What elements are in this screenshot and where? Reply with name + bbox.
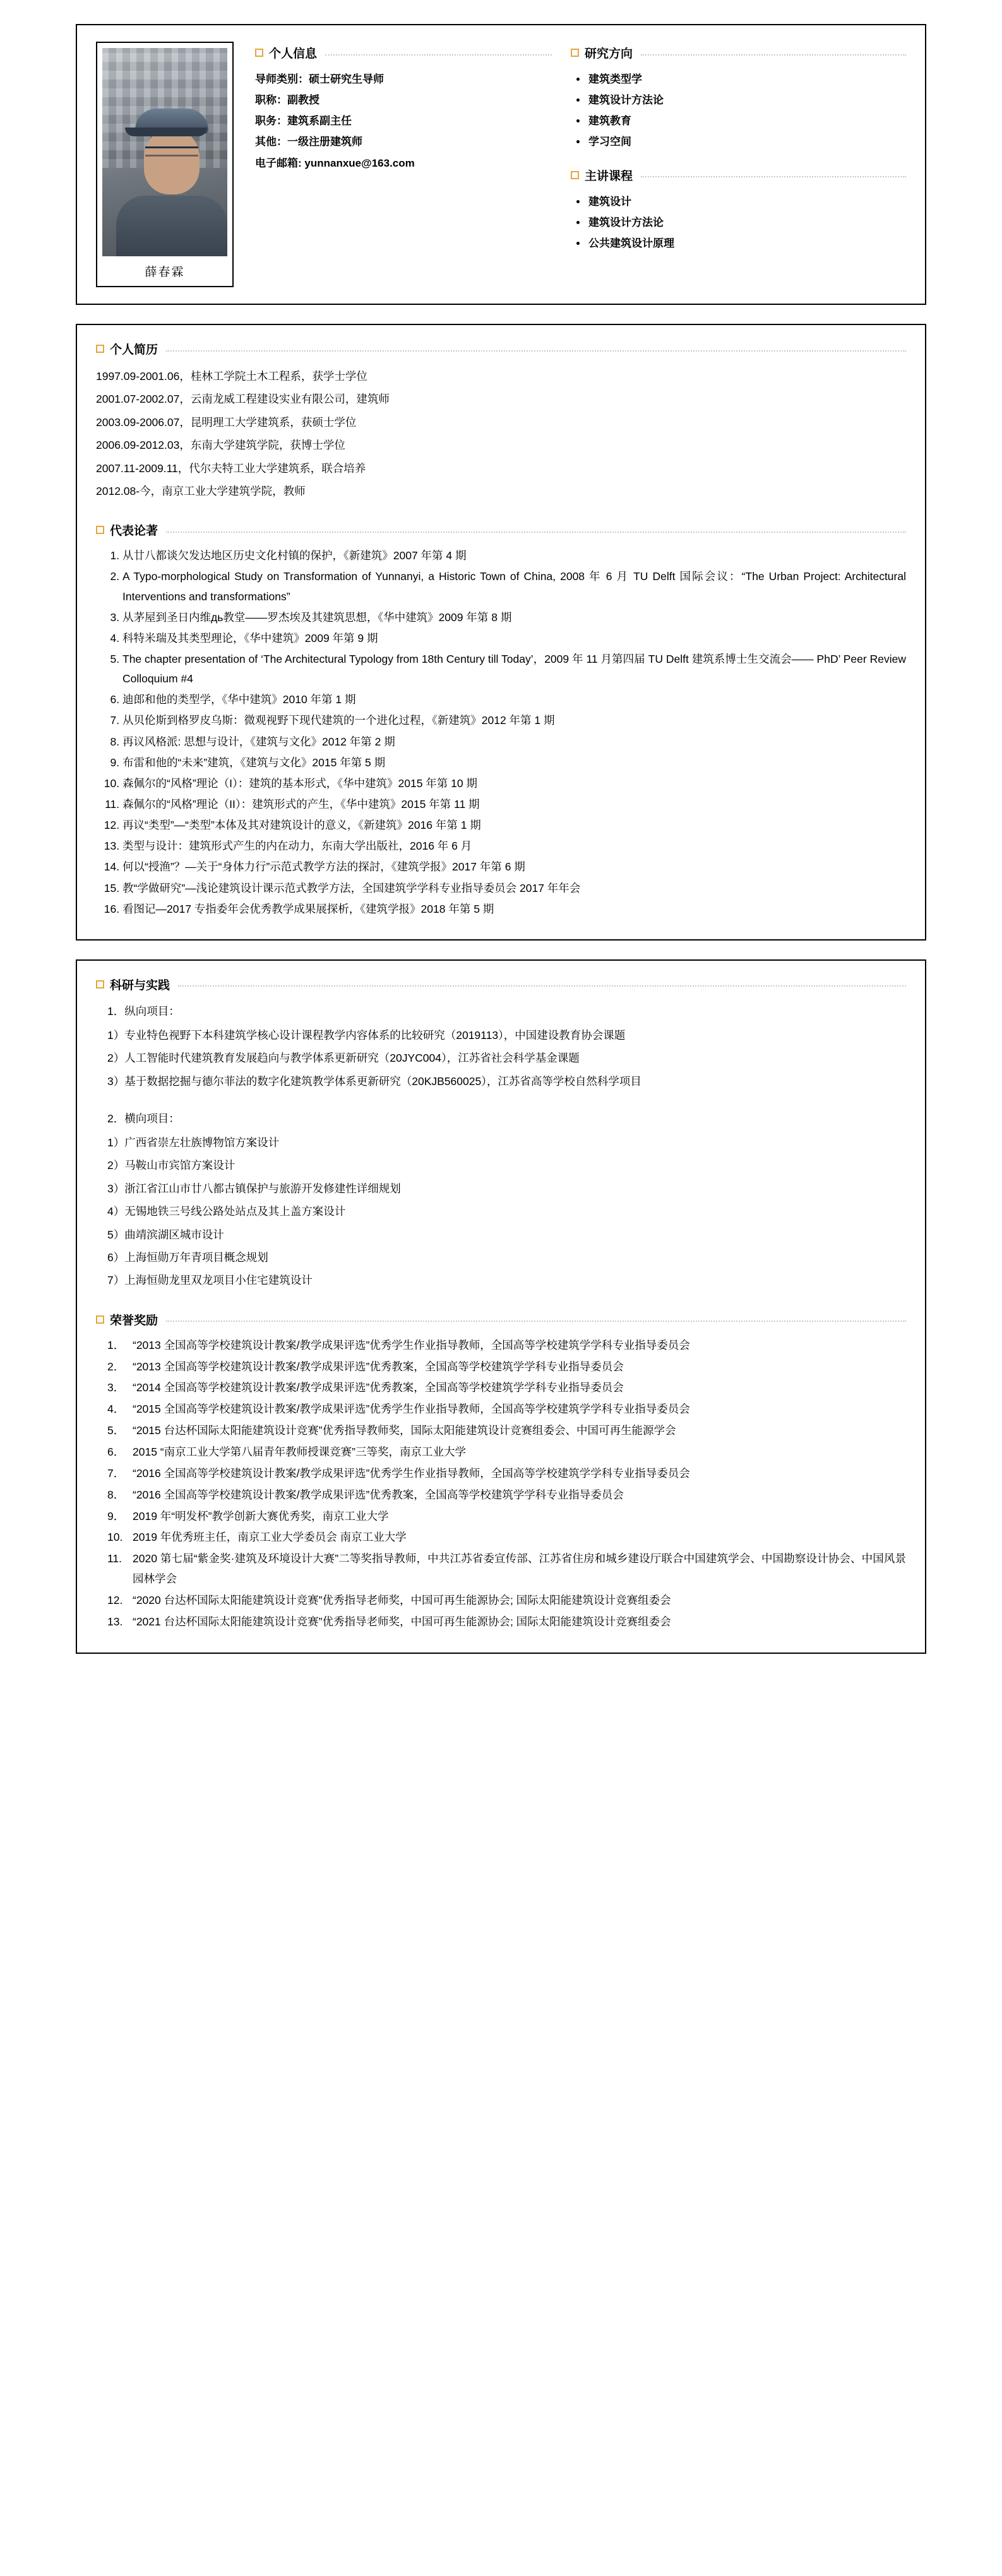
list-item: 1. 从廿八都谈欠发达地区历史文化村镇的保护，《新建筑》2007 年第 4 期: [122, 546, 906, 566]
item-number: 11.: [107, 1552, 122, 1565]
section-title: 个人简历: [110, 343, 158, 357]
item-number: 1．: [107, 1338, 125, 1351]
project-line: 1）专业特色视野下本科建筑学核心设计课程教学内容体系的比较研究（2019113），中国建设教育协会课题: [107, 1028, 626, 1042]
project-line: 2）马鞍山市宾馆方案设计: [107, 1159, 236, 1172]
person-name: 薛春霖: [145, 266, 185, 279]
list-item: 9. 布雷和他的“未来”建筑，《建筑与文化》2015 年第 5 期: [122, 753, 906, 773]
resume-line: 2012.08-今，南京工业大学建筑学院，教师: [96, 484, 306, 497]
awards-heading: [96, 1311, 906, 1328]
info-row: 职称：副教授: [255, 94, 319, 107]
research-practice-section: [96, 976, 906, 1292]
list-item: [107, 1591, 906, 1611]
section-title: 荣誉奖励: [110, 1314, 158, 1327]
section-title: 研究方向: [585, 47, 633, 61]
list-item: • 建筑设计方法论: [587, 212, 906, 233]
list-item: [107, 1421, 906, 1441]
info-row-email: 电子邮箱: yunnanxue@163.com: [255, 157, 415, 169]
vertical-projects: [96, 1000, 906, 1093]
practice-awards-box: [76, 959, 926, 1654]
square-bullet-icon: [255, 49, 263, 57]
dotted-rule: [641, 54, 906, 56]
courses-heading: [571, 167, 906, 184]
subsection-title: 2．横向项目：: [107, 1112, 180, 1125]
project-line: 3）浙江省江山市廿八都古镇保护与旅游开发修建性详细规划: [107, 1182, 401, 1195]
personal-info-heading: [255, 44, 552, 61]
list-item: [107, 1336, 906, 1356]
item-text: “2020 台达杯国际太阳能建筑设计竞赛”优秀指导老师奖，中国可再生能源协会; 国际太阳能建筑设计竞赛组委会: [133, 1593, 671, 1606]
info-row: 导师类别：硕士研究生导师: [255, 73, 384, 85]
item-text: “2016 全国高等学校建筑设计教案/教学成果评选”优秀教案，全国高等学校建筑学学科专业指导委员会: [133, 1488, 624, 1501]
list-item: 14. 何以“授渔”？—关于“身体力行”示范式教学方法的探討，《建筑学报》2017 年第 6 期: [122, 857, 906, 877]
research-heading: [571, 44, 906, 61]
item-number: 13.: [107, 1615, 123, 1628]
project-line: 7）上海恒勋龙里双龙项目小住宅建筑设计: [107, 1274, 313, 1287]
list-item: 12. 再议“类型”—“类型”本体及其对建筑设计的意义，《新建筑》2016 年第 1 期: [122, 816, 906, 835]
item-text: “2014 全国高等学校建筑设计教案/教学成果评选”优秀教案，全国高等学校建筑学学科专业指导委员会: [133, 1381, 624, 1394]
item-number: 5．: [107, 1424, 125, 1437]
list-item: [107, 1399, 906, 1420]
resume-line: 2003.09-2006.07，昆明理工大学建筑系，获硕士学位: [96, 415, 357, 429]
resume-publications-box: [76, 324, 926, 941]
project-line: 3）基于数据挖掘与德尔菲法的数字化建筑教学体系更新研究（20KJB560025），江苏省高等学校自然科学项目: [107, 1074, 641, 1088]
list-item: [107, 1528, 906, 1548]
square-bullet-icon: [571, 171, 579, 179]
personal-info-column: [255, 44, 552, 254]
item-text: “2015 台达杯国际太阳能建筑设计竞赛”优秀指导教师奖，国际太阳能建筑设计竞赛组委会、中国可再生能源学会: [133, 1424, 676, 1437]
item-text: “2021 台达杯国际太阳能建筑设计竞赛”优秀指导老师奖，中国可再生能源协会; 国际太阳能建筑设计竞赛组委会: [133, 1615, 671, 1628]
list-item: 4. 科特米瑞及其类型理论，《华中建筑》2009 年第 9 期: [122, 629, 906, 648]
list-item: • 建筑设计: [587, 191, 906, 212]
square-bullet-icon: [96, 1315, 104, 1324]
item-number: 3．: [107, 1381, 125, 1394]
info-row: 职务：建筑系副主任: [255, 115, 352, 128]
list-item: 15. 教“学做研究”—浅论建筑设计课示范式教学方法，全国建筑学学科专业指导委员会 2017 年年会: [122, 879, 906, 898]
square-bullet-icon: [96, 345, 104, 353]
item-text: 2019 年“明发杯”教学创新大赛优秀奖，南京工业大学: [133, 1509, 389, 1522]
list-item: • 学习空间: [587, 131, 906, 152]
dotted-rule: [166, 350, 906, 352]
list-item: 3. 从茅屋到圣日内维дь教堂——罗杰埃及其建筑思想，《华中建筑》2009 年第 8 期: [122, 608, 906, 627]
resume-section: [96, 340, 906, 502]
dotted-rule: [166, 1321, 906, 1322]
section-title: 主讲课程: [585, 169, 633, 183]
project-line: 6）上海恒勋万年青项目概念规划: [107, 1251, 268, 1264]
publications-heading: [96, 521, 906, 538]
item-number: 7．: [107, 1466, 125, 1480]
dotted-rule: [166, 531, 906, 533]
portrait-photo: [102, 48, 227, 256]
avatar: [96, 42, 234, 287]
list-item: [107, 1612, 906, 1632]
list-item: 16. 看图记—2017 专指委年会优秀教学成果展探析，《建筑学报》2018 年第 5 期: [122, 899, 906, 919]
resume-line: 2001.07-2002.07，云南龙威工程建设实业有限公司，建筑师: [96, 393, 390, 406]
dotted-rule: [325, 54, 552, 56]
list-item: • 建筑设计方法论: [587, 90, 906, 110]
list-item: 5. The chapter presentation of ‘The Architectural Typology from 18th Century till Today’，2009 年 11 月第四届 TU Delft 建筑系博士生交流会—— PhD’ Peer Review Colloquium #4: [122, 650, 906, 689]
list-item: 6. 迪郎和他的类型学，《华中建筑》2010 年第 1 期: [122, 690, 906, 709]
item-text: 2019 年优秀班主任，南京工业大学委员会 南京工业大学: [133, 1531, 407, 1544]
item-number: 4．: [107, 1403, 125, 1416]
item-text: “2013 全国高等学校建筑设计教案/教学成果评选”优秀学生作业指导教师，全国高等学校建筑学学科专业指导委员会: [133, 1338, 690, 1351]
list-item: [107, 1464, 906, 1484]
dotted-rule: [641, 176, 906, 177]
item-text: “2013 全国高等学校建筑设计教案/教学成果评选”优秀教案，全国高等学校建筑学学科专业指导委员会: [133, 1360, 624, 1373]
profile-card: [76, 24, 926, 305]
subsection-title: 1．纵向项目：: [107, 1004, 180, 1018]
list-item: • 公共建筑设计原理: [587, 233, 906, 254]
awards-section: [96, 1311, 906, 1632]
square-bullet-icon: [571, 49, 579, 57]
project-line: 1）广西省崇左壮族博物馆方案设计: [107, 1136, 280, 1149]
item-text: 2020 第七届“紫金奖·建筑及环境设计大赛”二等奖指导教师，中共江苏省委宣传部、江苏省住房和城乡建设厅联合中国建筑学会、中国勘察设计协会、中国风景园林学会: [133, 1552, 906, 1586]
list-item: 11. 森佩尔的“风格”理论（II）：建筑形式的产生，《华中建筑》2015 年第 11 期: [122, 795, 906, 814]
item-text: 2015 “南京工业大学第八届青年教师授课竞赛”三等奖，南京工业大学: [133, 1445, 466, 1458]
list-item: [107, 1442, 906, 1463]
info-row: 其他：一级注册建筑师: [255, 136, 362, 148]
publications-list: [96, 546, 906, 919]
list-item: [107, 1549, 906, 1589]
project-line: 4）无锡地铁三号线公路处站点及其上盖方案设计: [107, 1205, 346, 1218]
list-item: 10. 森佩尔的“风格”理论（I）：建筑的基本形式，《华中建筑》2015 年第 10 期: [122, 774, 906, 793]
resume-line: 1997.09-2001.06，桂林工学院土木工程系，获学士学位: [96, 370, 367, 383]
list-item: [107, 1357, 906, 1377]
item-number: 12.: [107, 1593, 123, 1606]
resume-list: [96, 365, 906, 502]
section-title: 科研与实践: [110, 978, 170, 992]
list-item: [107, 1378, 906, 1398]
project-line: 2）人工智能时代建筑教育发展趋向与教学体系更新研究（20JYC004），江苏省社会科学基金课题: [107, 1052, 580, 1065]
item-number: 2．: [107, 1360, 125, 1373]
list-item: [107, 1507, 906, 1527]
square-bullet-icon: [96, 526, 104, 534]
courses-list: [571, 191, 906, 254]
resume-heading: [96, 340, 906, 357]
list-item: • 建筑教育: [587, 110, 906, 131]
publications-section: [96, 521, 906, 919]
item-number: 9．: [107, 1509, 125, 1522]
horizontal-projects: [96, 1108, 906, 1292]
research-courses-column: [571, 44, 906, 254]
list-item: [107, 1485, 906, 1505]
list-item: 7. 从贝伦斯到格罗皮乌斯：微观视野下现代建筑的一个进化过程，《新建筑》2012 年第 1 期: [122, 711, 906, 730]
square-bullet-icon: [96, 980, 104, 988]
resume-line: 2007.11-2009.11，代尔夫特工业大学建筑系，联合培养: [96, 461, 366, 475]
list-item: 8. 再议风格派: 思想与设计，《建筑与文化》2012 年第 2 期: [122, 732, 906, 752]
research-list: [571, 69, 906, 153]
project-line: 5）曲靖滨湖区城市设计: [107, 1228, 224, 1241]
dotted-rule: [178, 985, 906, 987]
research-practice-heading: [96, 976, 906, 993]
list-item: 2. A Typo-morphological Study on Transformation of Yunnanyi, a Historic Town of China, 2008 年 6 月 TU Delft 国际会议：“The Urban Project: Architectural Interventions and transformations”: [122, 567, 906, 606]
personal-info-list: [255, 69, 552, 174]
item-text: “2016 全国高等学校建筑设计教案/教学成果评选”优秀学生作业指导教师，全国高等学校建筑学学科专业指导委员会: [133, 1466, 690, 1480]
item-text: “2015 全国高等学校建筑设计教案/教学成果评选”优秀学生作业指导教师，全国高等学校建筑学学科专业指导委员会: [133, 1403, 690, 1416]
section-title: 代表论著: [110, 525, 158, 538]
item-number: 10.: [107, 1531, 123, 1544]
section-title: 个人信息: [269, 47, 318, 61]
item-number: 6．: [107, 1445, 125, 1458]
item-number: 8．: [107, 1488, 125, 1501]
awards-list: [96, 1336, 906, 1632]
resume-line: 2006.09-2012.03，东南大学建筑学院，获博士学位: [96, 439, 345, 452]
list-item: • 建筑类型学: [587, 69, 906, 90]
list-item: 13. 类型与设计：建筑形式产生的内在动力，东南大学出版社，2016 年 6 月: [122, 836, 906, 856]
